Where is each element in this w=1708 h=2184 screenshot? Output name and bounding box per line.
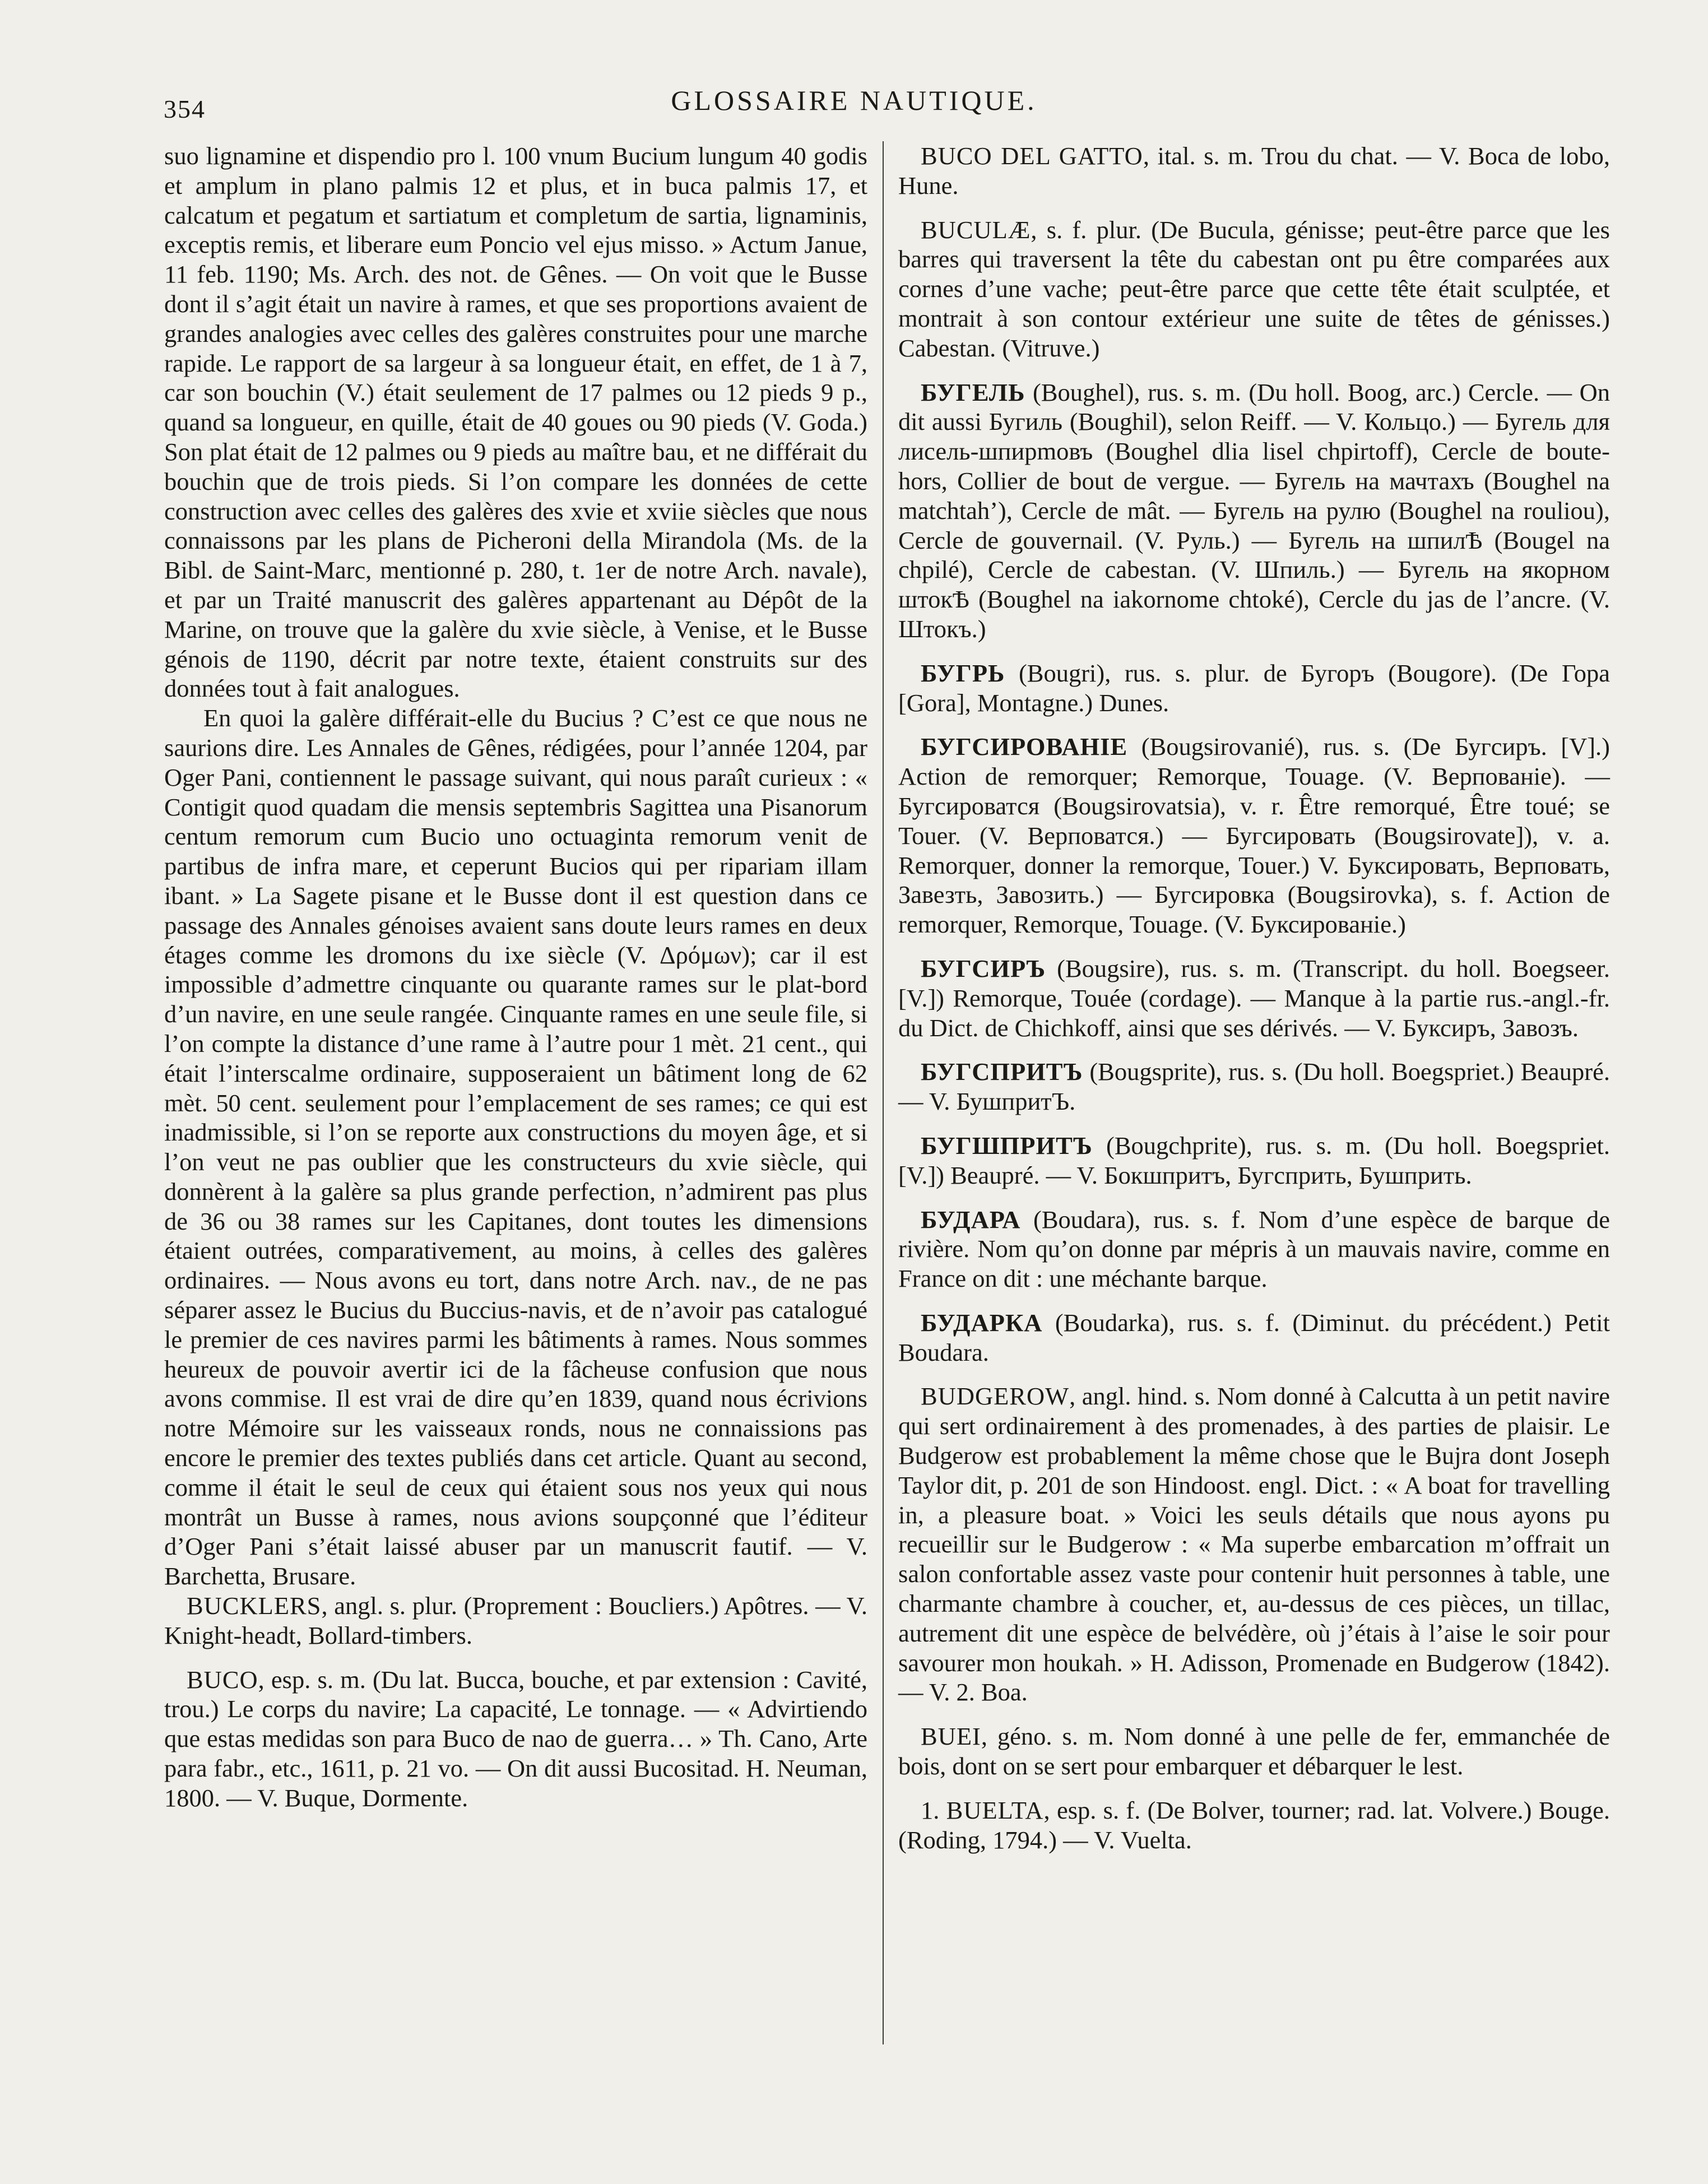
entry-buei [898, 1722, 1610, 1781]
headword: BUCO DEL GATTO [921, 142, 1143, 170]
definition: (Bougsirovanié), rus. s. (De Бугсиръ. [V].) Action de remorquer; Remorque, Touage. (V. Верпованіе). — Бугсироватся (Bougsirovatsia), v. r. Être remorqué, Être toué; se Touer. (V. Верповатся.) — Бугсировать (Bougsirovate]), v. a. Remorquer, donner la remorque, Touer.) V. Буксировать, Верповать, Завезть, Завозить.) — Бугсировка (Bougsirovka), s. f. Action de remorquer, Remorque, Touage. (V. Буксированіе.) [898, 732, 1610, 939]
column-divider [883, 141, 884, 2044]
definition: , géno. s. m. Nom donné à une pelle de fer, emmanchée de bois, dont on se sert pour embarquer et débarquer le lest. [898, 1722, 1610, 1780]
entry-budgerow [898, 1381, 1610, 1707]
headword: БУГСИРЪ [921, 954, 1046, 982]
definition: , ital. s. m. Trou du chat. — V. Boca de lobo, Hune. [898, 142, 1610, 200]
entry-bugr [898, 659, 1610, 718]
headword: BUEI [921, 1722, 981, 1751]
entry-bugel [898, 378, 1610, 644]
headword: БУДАРА [921, 1205, 1021, 1234]
definition: (Bougri), rus. s. plur. de Бугоръ (Bougore). (De Гора [Gora], Montagne.) Dunes. [898, 659, 1610, 717]
definition: , angl. hind. s. Nom donné à Calcutta à un petit navire qui sert ordinairement à des promenades, à des parties de plaisir. Le Budgerow est probablement la même chose que le Bujra dont Joseph Taylor dit, p. 201 de son Hindoost. engl. Dict. : « A boat for travelling in, a pleasure boat. » Voici les seuls détails que nous ayons pu recueillir sur le Budgerow : « Ma superbe embarcation m’offrait un salon confortable assez vaste pour contenir huit personnes à table, une charmante chambre à coucher, et, au-dessus de ces pièces, un tillac, autrement dit une espèce de belvédère, où j’étais à l’aise le soir pour savourer mon houkah. » H. Adisson, Promenade en Budgerow (1842). — V. 2. Boa. [898, 1382, 1610, 1707]
entry-bugsir [898, 954, 1610, 1042]
headword: БУГШПРИТЪ [921, 1131, 1093, 1160]
definition: (Boudara), rus. s. f. Nom d’une espèce de barque de rivière. Nom qu’on donne par mépris à un mauvais navire, comme en France on dit : une méchante barque. [898, 1205, 1610, 1293]
entry-number: 1. [921, 1796, 940, 1824]
left-column [164, 141, 867, 1828]
right-column [898, 141, 1610, 1869]
headword: БУДАРКА [921, 1308, 1043, 1337]
entry-budarka [898, 1308, 1610, 1367]
definition: , esp. s. f. (De Bolver, tourner; rad. lat. Volvere.) Bouge. (Roding, 1794.) — V. Vuelta. [898, 1796, 1610, 1854]
entry-buelta [898, 1796, 1610, 1855]
definition: (Bougchprite), rus. s. m. (Du holl. Boegspriet. [V.]) Beaupré. — V. Бокшпритъ, Бугсприть, Бушприть. [898, 1131, 1610, 1189]
headword: БУГСПРИТЪ [921, 1058, 1083, 1086]
headword: БУГЕЛЬ [921, 378, 1025, 406]
entry-bugsirovanie [898, 732, 1610, 939]
entry-bugshprit [898, 1131, 1610, 1190]
definition: , esp. s. m. (Du lat. Bucca, bouche, et par extension : Cavité, trou.) Le corps du navire; La capacité, Le tonnage. — « Advirtiendo que estas medidas son para Buco de nao de guerra… » Th. Cano, Arte para fabr., etc., 1611, p. 21 vo. — On dit aussi Bucositad. H. Neuman, 1800. — V. Buque, Dormente. [164, 1665, 867, 1812]
definition: , s. f. plur. (De Bucula, génisse; peut-être parce que les barres qui traversent la tête du cabestan ont pu être comparées aux cornes d’une vache; peut-être parce que cette tête était sculptée, et montrait à son contour extérieur une suite de têtes de génisses.) Cabestan. (Vitruve.) [898, 215, 1610, 362]
headword: БУГСИРОВАНІЕ [921, 732, 1128, 761]
entry-budara [898, 1205, 1610, 1293]
running-title: GLOSSAIRE NAUTIQUE. [671, 85, 1037, 116]
definition: (Boudarka), rus. s. f. (Diminut. du précédent.) Petit Boudara. [898, 1308, 1610, 1366]
headword: BUDGEROW [921, 1382, 1070, 1411]
page-number: 354 [164, 95, 206, 123]
entry-buculae [898, 215, 1610, 363]
headword: BUELTA [946, 1796, 1044, 1824]
definition: (Boughel), rus. s. m. (Du holl. Boog, arc.) Cercle. — On dit aussi Бугиль (Boughil), selon Reiff. — V. Кольцо.) — Бугель для лисель-шпирmовъ (Boughel dlia lisel chpirtoff), Cercle de boute-hors, Collier de bout de vergue. — Бугель на мачтахъ (Boughel na matchtah’), Cercle de mât. — Бугель на рулю (Boughel na rouliou), Cercle de gouvernail. (V. Руль.) — Бугель на шпилѢ (Bougel na chpilé), Cercle de cabestan. (V. Шпиль.) — Бугель на якорном штокѢ (Boughel na iakornome chtoké), Cercle du jas de l’ancre. (V. Штокъ.) [898, 378, 1610, 643]
headword: BUCULÆ [921, 215, 1031, 244]
entry-buco-del-gatto [898, 141, 1610, 201]
definition: (Bougsprite), rus. s. (Du holl. Boegspriet.) Beaupré. — V. БушпритЪ. [898, 1058, 1610, 1116]
entry-bugsprit [898, 1057, 1610, 1116]
entry-buco [164, 1665, 867, 1813]
commentary-paragraph: En quoi la galère différait-elle du Bucius ? C’est ce que nous ne saurions dire. Les Annales de Gênes, rédigées, pour l’année 1204, par Oger Pani, contiennent le passage suivant, qui nous paraît curieux : « Contigit quod quadam die mensis septembris Sagittea una Pisanorum centum remorum cum Bucio uno octuaginta remorum venit de partibus de infra mare, et ceperunt Bucios qui per ripariam illam ibant. » La Sagete pisane et le Busse dont il est question dans ce passage des Annales génoises avaient sans doute leurs rames en deux étages comme les dromons du ixe siècle (V. Δρόμων); car il est impossible d’admettre cinquante ou quarante rames sur le plat-bord d’un navire, en une seule rangée. Cinquante rames en une seule file, si l’on compte la distance d’une rame à l’autre pour 1 mèt. 21 cent., qui était l’interscalme ordinaire, supposeraient un bâtiment long de 62 mèt. 50 cent. seulement pour l’emplacement de ses rames; ce qui est inadmissible, si l’on se reporte aux constructions du moyen âge, et si l’on veut ne pas oublier que les constructeurs du xvie siècle, qui donnèrent à la galère sa plus grande perfection, n’admirent pas plus de 36 ou 38 rames sur les Capitanes, dont toutes les dimensions étaient outrées, comparativement, au moins, à celles des galères ordinaires. — Nous avons eu tort, dans notre Arch. nav., de ne pas séparer assez le Bucius du Buccius-navis, et de n’avoir pas catalogué le premier de ces navires parmi les bâtiments à rames. Nous sommes heureux de pouvoir avertir ici de la fâcheuse confusion que nous avons commise. Il est vrai de dire qu’en 1839, quand nous écrivions notre Mémoire sur les vaisseaux ronds, nous ne connaissions pas encore le premier des textes publiés dans cet article. Quant au second, comme il était le seul de ceux qui étaient sous nos yeux qui nous montrât un Busse à rames, nous avions soupçonné que l’éditeur d’Oger Pani s’était laissé abuser par un manuscrit fautif. — V. Barchetta, Brusare. [164, 704, 867, 1591]
entry-bucklers [164, 1591, 867, 1650]
headword: БУГРЬ [921, 659, 1005, 687]
continued-paragraph: suo lignamine et dispendio pro l. 100 vnum Bucium lungum 40 godis et amplum in plano palmis 12 et plus, et in buca palmis 17, et calcatum et pegatum et sartiatum et completum de sartia, lignaminis, exceptis remis, et liberare eum Poncio vel ejus misso. » Actum Janue, 11 feb. 1190; Ms. Arch. des not. de Gênes. — On voit que le Busse dont il s’agit était un navire à rames, et que ses proportions avaient de grandes analogies avec celles des galères construites pour une marche rapide. Le rapport de sa largeur à sa longueur était, en effet, de 1 à 7, car son bouchin (V.) était seulement de 17 palmes ou 12 pieds 9 p., quand sa longueur, en quille, était de 40 goues ou 90 pieds (V. Goda.) Son plat était de 12 palmes ou 9 pieds au maître bau, et ne différait du bouchin que de trois pieds. Si l’on compare les données de cette construction avec celles des galères des xvie et xviie siècles que nous connaissons par les plans de Picheroni della Mirandola (Ms. de la Bibl. de Saint-Marc, mentionné p. 280, t. 1er de notre Arch. navale), et par un Traité manuscrit des galères appartenant au Dépôt de la Marine, on trouve que la galère du xvie siècle, à Venise, et le Busse génois de 1190, décrit par notre texte, étaient construits sur des données tout à fait analogues. [164, 142, 867, 703]
headword: BUCKLERS [187, 1592, 322, 1620]
definition: , angl. s. plur. (Proprement : Boucliers.) Apôtres. — V. Knight-headt, Bollard-timbers. [164, 1592, 867, 1649]
definition: (Bougsire), rus. s. m. (Transcript. du holl. Boegseer. [V.]) Remorque, Touée (cordage). — Manque à la partie rus.-angl.-fr. du Dict. de Chichkoff, ainsi que ses dérivés. — V. Буксиръ, Завозъ. [898, 954, 1610, 1042]
headword: BUCO [187, 1665, 258, 1694]
